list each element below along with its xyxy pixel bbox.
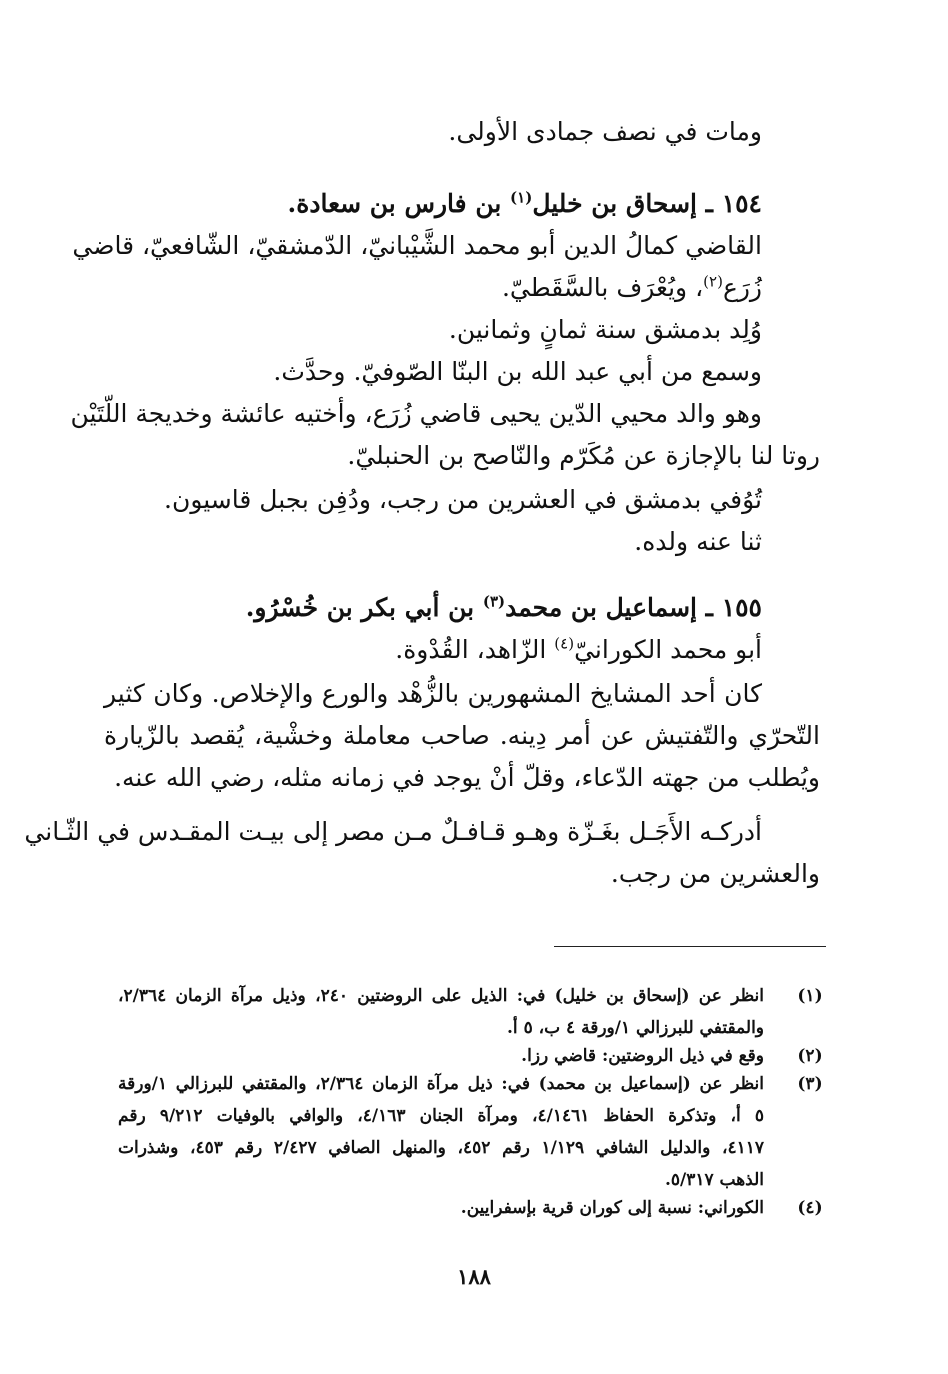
- footnote-ref: (٤): [554, 634, 575, 653]
- footnote-ref: (٢): [703, 272, 723, 291]
- footnote-number: (٢): [797, 1046, 823, 1066]
- footnote-line: والمقتفي للبرزالي ١/ورقة ٤ ب، ٥ أ.: [507, 1018, 764, 1038]
- text-line: ويُطلب من جهته الدّعاء، وقلّ أنْ يوجد في زمانه مثله، رضي الله عنه.: [114, 763, 820, 792]
- text-line: ومات في نصف جمادى الأولى.: [448, 117, 762, 146]
- entry-title: ١٥٤ ـ إسحاق بن خليل: [532, 189, 762, 218]
- text-fragment: ، ويُعْرَف بالسَّقَطيّ.: [501, 273, 704, 302]
- footnote-number: (٤): [797, 1198, 823, 1218]
- footnote-ref: (٣): [482, 592, 506, 611]
- footnote-line: الذهب ٥/٣١٧.: [664, 1170, 764, 1190]
- text-line: أدركـه الأَجَـل بغَـزّة وهـو قـافـلٌ مـن مصر إلى بيـت المقـدس في الثّـاني: [24, 817, 762, 846]
- entry-heading-155: [120, 588, 762, 628]
- footnote-number: (٣): [797, 1074, 823, 1094]
- footnote-line: انظر عن (إسماعيل بن محمد) في: ذيل مرآة الزمان ٢/٣٦٤، والمقتفي للبرزالي ١/ورقة: [118, 1074, 765, 1094]
- text-line: وهو والد محيي الدّين يحيى قاضي زُرَع، وأختيه عائشة وخديجة اللّتَيْن: [70, 399, 762, 428]
- text-line: [120, 630, 762, 670]
- text-line: كان أحد المشايخ المشهورين بالزُّهْد والورع والإخلاص. وكان كثير: [104, 679, 762, 708]
- footnote-line: الكوراني: نسبة إلى كوران قرية بإسفرايين.: [460, 1198, 764, 1218]
- text-fragment: أبو محمد الكورانيّ: [574, 635, 762, 664]
- footnote-number: (١): [797, 986, 823, 1006]
- footnote-4: [118, 1192, 828, 1224]
- text-line: وُلِد بدمشق سنة ثمانٍ وثمانين.: [448, 315, 762, 344]
- text-line: التّحرّي والتّفتيش عن أمر دِينه. صاحب معاملة وخشْية، يُقصد بالزّيارة: [104, 721, 820, 750]
- text-line: روتا لنا بالإجازة عن مُكَرّم والنّاصح بن الحنبليّ.: [347, 441, 820, 470]
- page-number: ١٨٨: [457, 1264, 491, 1289]
- footnote-3: [118, 1068, 828, 1196]
- footnote-ref: (١): [510, 188, 533, 207]
- footnote-line: وقع في ذيل الروضتين: قاضي رزا.: [521, 1046, 764, 1066]
- entry-title-rest: بن أبي بكر بن خُسْرُو.: [245, 593, 483, 622]
- text-line: ثنا عنه ولده.: [634, 527, 762, 556]
- text-line: تُوُفي بدمشق في العشرين من رجب، ودُفِن بجبل قاسيون.: [164, 485, 762, 514]
- text-line: وسمع من أبي عبد الله بن البنّا الصّوفيّ. وحدَّث.: [273, 357, 762, 386]
- footnote-1: [118, 980, 828, 1044]
- entry-title-rest: بن فارس بن سعادة.: [287, 189, 511, 218]
- footnote-line: انظر عن (إسحاق بن خليل) في: الذيل على الروضتين ٢٤٠، وذيل مرآة الزمان ٢/٣٦٤،: [118, 986, 764, 1006]
- text-line: القاضي كمالُ الدين أبو محمد الشَّيْبانيّ، الدّمشقيّ، الشّافعيّ، قاضي: [72, 231, 762, 260]
- footnote-line: ٥ أ، وتذكرة الحفاظ ٤/١٤٦١، ومرآة الجنان ٤/١٦٣، والوافي بالوفيات ٩/٢١٢ رقم: [118, 1106, 765, 1126]
- place-name: زُرَع: [722, 273, 762, 302]
- entry-title: ١٥٥ ـ إسماعيل بن محمد: [505, 593, 762, 622]
- footnote-separator: [554, 946, 826, 947]
- footnote-line: ٤١١٧، والدليل الشافي ١/١٢٩ رقم ٤٥٢، والمنهل الصافي ٢/٤٢٧ رقم ٤٥٣، وشذرات: [118, 1138, 764, 1158]
- text-fragment: الزّاهد، القُدْوة.: [395, 635, 555, 664]
- entry-heading-154: [120, 184, 762, 224]
- text-line: والعشرين من رجب.: [610, 859, 820, 888]
- text-line: [120, 268, 762, 308]
